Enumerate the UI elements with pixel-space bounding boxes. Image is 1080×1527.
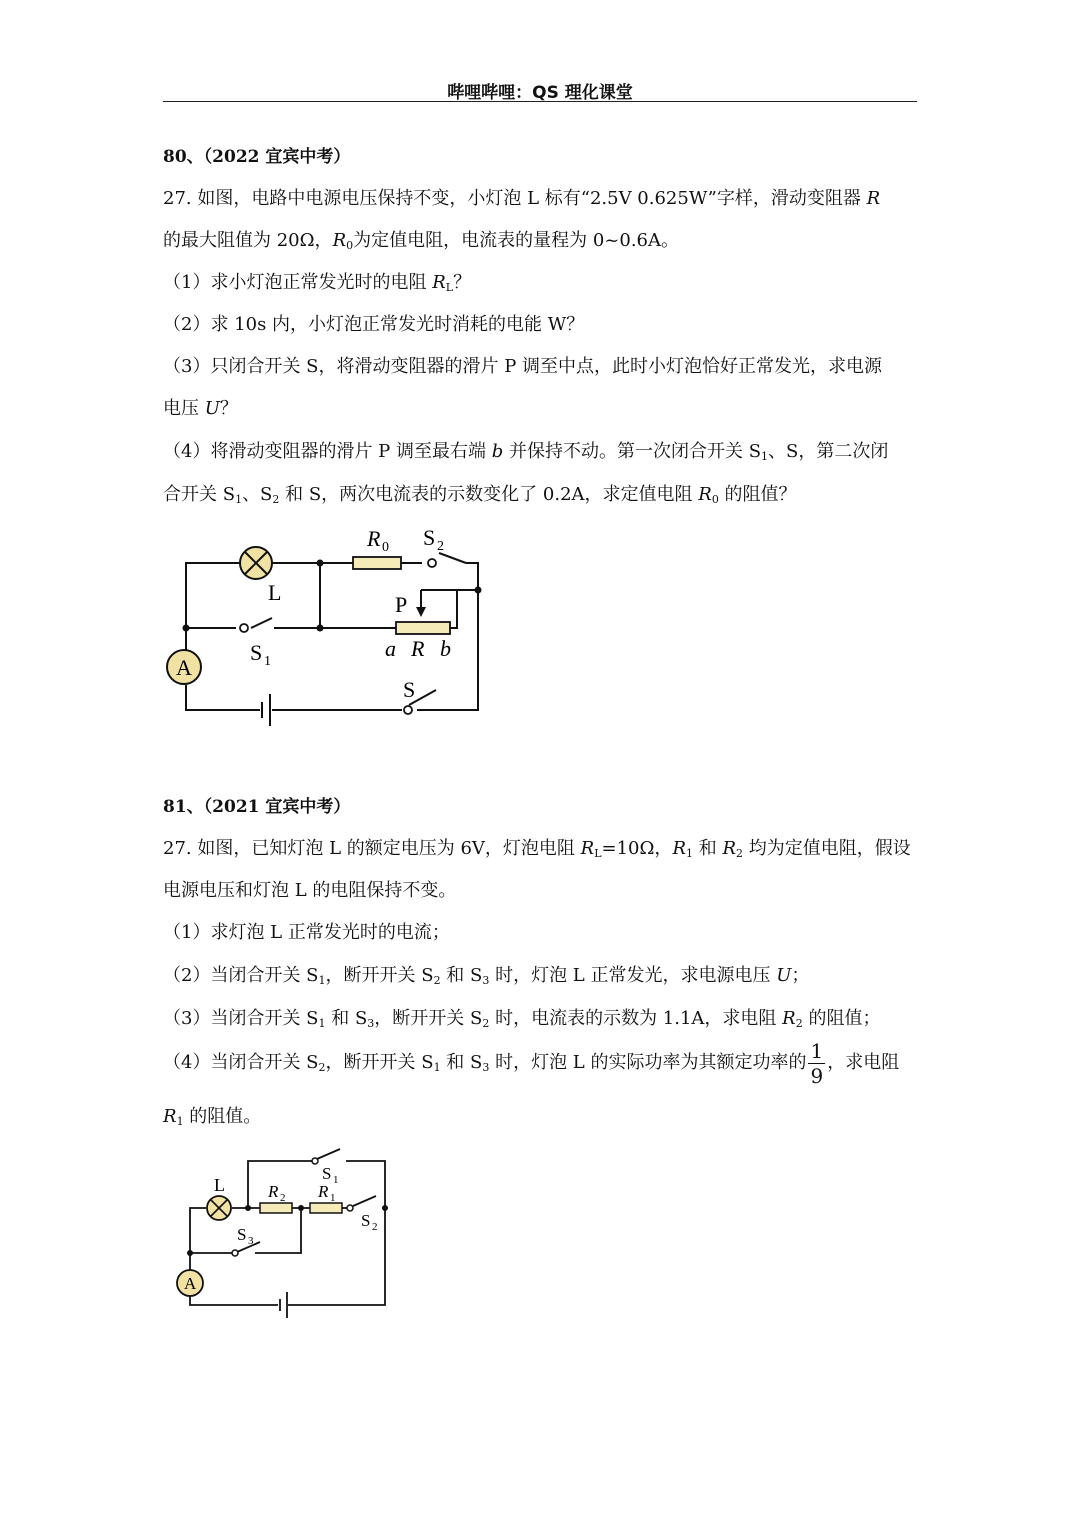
label-ammeter: A — [176, 655, 192, 680]
q81-part1: （1）求灯泡 L 正常发光时的电流； — [163, 922, 450, 943]
q81-part2: （2）当闭合开关 $S_1$，断开开关 $S_2$ 和 $S_3$ 时，灯泡 L 正常发光，求电源电压 U； — [163, 965, 810, 987]
label-p: P — [395, 592, 408, 617]
q81-intro-line2: 电源电压和灯泡 L 的电阻保持不变。 — [163, 880, 457, 901]
label-l: L — [214, 1175, 225, 1195]
rheostat-r — [396, 622, 450, 634]
q80-intro-line2: 的最大阻值为 20Ω，$R_0$为定值电阻，电流表的量程为 0~0.6A。 — [163, 230, 680, 252]
resistor-r0 — [353, 557, 401, 569]
label-a-end: a — [385, 636, 396, 661]
q81-part3: （3）当闭合开关 $S_1$ 和 $S_3$，断开开关 $S_2$ 时，电流表的示数为 1.1A，求电阻 $R_2$ 的阻值； — [163, 1008, 881, 1030]
q81-heading: 81、（2021 宜宾中考） — [163, 797, 351, 817]
q80-part4-line1: （4）将滑动变阻器的滑片 P 调至最右端 b 并保持不动。第一次闭合开关 $S_1$、S，第二次闭 — [163, 441, 889, 463]
q80-part4-line2: 合开关 $S_1$、$S_2$ 和 S，两次电流表的示数变化了 0.2A，求定值电阻 $R_0$ 的阻值？ — [163, 484, 797, 506]
label-l: L — [268, 580, 282, 605]
label-ammeter: A — [184, 1274, 197, 1293]
label-s1-sub: 1 — [333, 1174, 339, 1186]
q81-part4-line2: $R_1$ 的阻值。 — [163, 1106, 262, 1128]
label-s2: S — [423, 525, 436, 550]
label-s: S — [403, 677, 416, 702]
q80-part1: （1）求小灯泡正常发光时的电阻 $R_L$？ — [163, 272, 472, 294]
resistor-r2 — [260, 1203, 292, 1213]
q80-circuit-diagram — [150, 515, 510, 730]
label-r: R — [411, 636, 425, 661]
q80-intro-line1: 27. 如图，电路中电源电压保持不变，小灯泡 L 标有“2.5V 0.625W”字样，滑动变阻器 R — [163, 188, 881, 209]
fraction-one-ninth: $\frac{1}{9}$ — [810, 1038, 824, 1088]
header-divider — [163, 101, 917, 102]
label-s2-sub: 2 — [437, 539, 444, 554]
page-header: 哔哩哔哩：QS 理化课堂 — [447, 83, 633, 103]
label-r2-sub: 2 — [280, 1192, 286, 1204]
label-b-end: b — [440, 636, 451, 661]
label-r0: R — [367, 526, 381, 551]
label-r1: R — [318, 1182, 329, 1201]
q81-part4: （4）当闭合开关 $S_2$，断开开关 $S_1$ 和 $S_3$ 时，灯泡 L 的实际功率为其额定功率的 $\frac{1}{9}$ ，求电阻 — [163, 1038, 900, 1088]
label-s2: S — [361, 1211, 371, 1230]
label-s2-sub: 2 — [372, 1221, 378, 1233]
label-s1: S — [322, 1164, 332, 1183]
q80-part3-line2: 电压 U？ — [163, 398, 238, 419]
label-r2: R — [268, 1182, 279, 1201]
q80-heading: 80、（2022 宜宾中考） — [163, 147, 351, 167]
label-s3: S — [237, 1225, 247, 1244]
label-r0-sub: 0 — [382, 540, 389, 555]
q81-intro-line1: 27. 如图，已知灯泡 L 的额定电压为 6V，灯泡电阻 $R_L=10\Omega$，$R_1$ 和 $R_2$ 均为定值电阻，假设 — [163, 838, 911, 860]
label-s1-sub: 1 — [264, 654, 271, 669]
q81-circuit-diagram — [165, 1140, 400, 1320]
label-r1-sub: 1 — [330, 1192, 336, 1204]
label-s3-sub: 3 — [248, 1235, 254, 1247]
q80-part2: （2）求 10s 内，小灯泡正常发光时消耗的电能 W？ — [163, 314, 585, 335]
resistor-r1 — [310, 1203, 342, 1213]
q80-part3-line1: （3）只闭合开关 S，将滑动变阻器的滑片 P 调至中点，此时小灯泡恰好正常发光，求电源 — [163, 356, 883, 377]
label-s1: S — [250, 640, 263, 665]
